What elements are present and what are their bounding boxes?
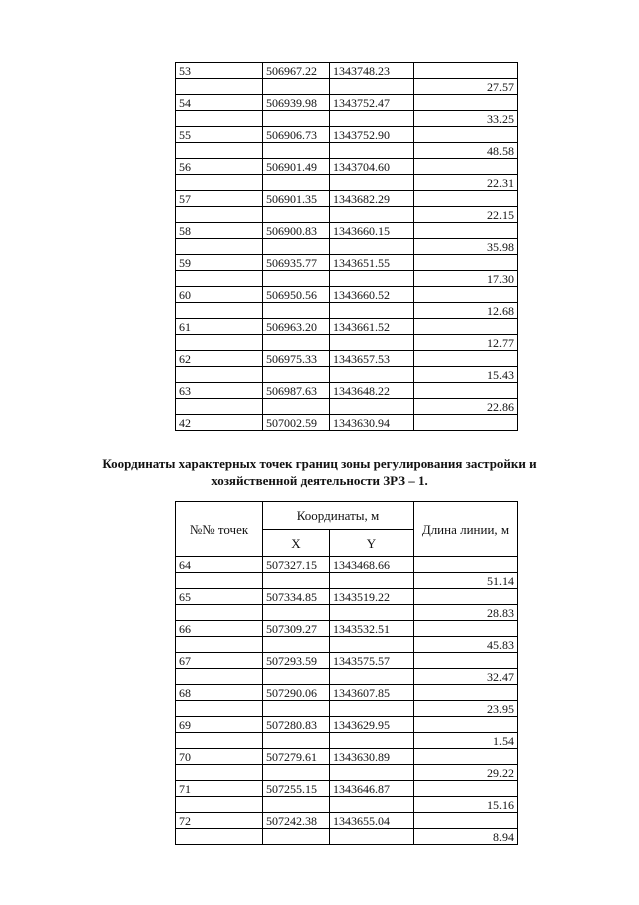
- empty-cell: [176, 605, 263, 621]
- segment-row: [176, 797, 518, 813]
- point-number-cell: 54: [176, 95, 263, 111]
- empty-cell: [263, 797, 330, 813]
- empty-cell: [330, 733, 414, 749]
- segment-row: [176, 111, 518, 127]
- point-number-cell: 61: [176, 319, 263, 335]
- empty-cell: [414, 685, 518, 701]
- x-coordinate-cell: 507255.15: [263, 781, 330, 797]
- x-coordinate-cell: 506975.33: [263, 351, 330, 367]
- empty-cell: [330, 573, 414, 589]
- point-row: [176, 685, 518, 701]
- empty-cell: [176, 829, 263, 845]
- coordinates-table-2: [175, 501, 518, 845]
- line-length-cell: 35.98: [414, 239, 518, 255]
- empty-cell: [330, 797, 414, 813]
- empty-cell: [330, 143, 414, 159]
- point-row: [176, 127, 518, 143]
- segment-row: [176, 335, 518, 351]
- empty-cell: [414, 95, 518, 111]
- empty-cell: [176, 669, 263, 685]
- line-length-cell: 1.54: [414, 733, 518, 749]
- x-coordinate-cell: 507293.59: [263, 653, 330, 669]
- empty-cell: [176, 111, 263, 127]
- x-coordinate-cell: 506906.73: [263, 127, 330, 143]
- empty-cell: [414, 287, 518, 303]
- line-length-cell: 22.31: [414, 175, 518, 191]
- point-row: [176, 383, 518, 399]
- x-coordinate-cell: 507309.27: [263, 621, 330, 637]
- point-row: [176, 287, 518, 303]
- empty-cell: [263, 605, 330, 621]
- coordinates-table-2-header: [176, 502, 518, 557]
- line-length-cell: 45.83: [414, 637, 518, 653]
- point-row: [176, 749, 518, 765]
- segment-row: [176, 669, 518, 685]
- header-point-number: №№ точек: [176, 502, 263, 557]
- point-number-cell: 71: [176, 781, 263, 797]
- y-coordinate-cell: 1343630.89: [330, 749, 414, 765]
- point-number-cell: 56: [176, 159, 263, 175]
- empty-cell: [414, 127, 518, 143]
- empty-cell: [263, 239, 330, 255]
- empty-cell: [330, 335, 414, 351]
- empty-cell: [176, 335, 263, 351]
- x-coordinate-cell: 507280.83: [263, 717, 330, 733]
- empty-cell: [330, 765, 414, 781]
- y-coordinate-cell: 1343660.52: [330, 287, 414, 303]
- point-row: [176, 191, 518, 207]
- empty-cell: [176, 239, 263, 255]
- empty-cell: [414, 621, 518, 637]
- empty-cell: [263, 573, 330, 589]
- point-number-cell: 55: [176, 127, 263, 143]
- point-number-cell: 72: [176, 813, 263, 829]
- header-y: Y: [330, 530, 414, 557]
- y-coordinate-cell: 1343575.57: [330, 653, 414, 669]
- empty-cell: [176, 367, 263, 383]
- line-length-cell: 12.77: [414, 335, 518, 351]
- empty-cell: [414, 383, 518, 399]
- line-length-cell: 28.83: [414, 605, 518, 621]
- segment-row: [176, 303, 518, 319]
- line-length-cell: 27.57: [414, 79, 518, 95]
- line-length-cell: 48.58: [414, 143, 518, 159]
- point-row: [176, 415, 518, 431]
- point-number-cell: 68: [176, 685, 263, 701]
- point-row: [176, 813, 518, 829]
- empty-cell: [414, 191, 518, 207]
- empty-cell: [176, 765, 263, 781]
- y-coordinate-cell: 1343651.55: [330, 255, 414, 271]
- empty-cell: [330, 207, 414, 223]
- empty-cell: [263, 367, 330, 383]
- segment-row: [176, 79, 518, 95]
- y-coordinate-cell: 1343660.15: [330, 223, 414, 239]
- y-coordinate-cell: 1343532.51: [330, 621, 414, 637]
- empty-cell: [176, 399, 263, 415]
- y-coordinate-cell: 1343646.87: [330, 781, 414, 797]
- x-coordinate-cell: 506900.83: [263, 223, 330, 239]
- empty-cell: [176, 175, 263, 191]
- empty-cell: [414, 781, 518, 797]
- point-number-cell: 57: [176, 191, 263, 207]
- empty-cell: [176, 79, 263, 95]
- empty-cell: [263, 701, 330, 717]
- x-coordinate-cell: 506901.35: [263, 191, 330, 207]
- point-number-cell: 60: [176, 287, 263, 303]
- point-row: [176, 351, 518, 367]
- point-row: [176, 63, 518, 79]
- empty-cell: [176, 797, 263, 813]
- empty-cell: [176, 143, 263, 159]
- section-title: [60, 455, 579, 489]
- empty-cell: [330, 175, 414, 191]
- point-row: [176, 781, 518, 797]
- point-number-cell: 42: [176, 415, 263, 431]
- y-coordinate-cell: 1343468.66: [330, 557, 414, 573]
- line-length-cell: 15.16: [414, 797, 518, 813]
- section-title-line-1: Координаты характерных точек границ зоны регулирования застройки и: [102, 456, 537, 471]
- empty-cell: [414, 589, 518, 605]
- line-length-cell: 12.68: [414, 303, 518, 319]
- line-length-cell: 23.95: [414, 701, 518, 717]
- point-number-cell: 59: [176, 255, 263, 271]
- y-coordinate-cell: 1343704.60: [330, 159, 414, 175]
- empty-cell: [414, 63, 518, 79]
- point-number-cell: 62: [176, 351, 263, 367]
- point-row: [176, 95, 518, 111]
- x-coordinate-cell: 506963.20: [263, 319, 330, 335]
- empty-cell: [330, 829, 414, 845]
- point-number-cell: 66: [176, 621, 263, 637]
- point-row: [176, 589, 518, 605]
- coordinates-table-2-body: [176, 557, 518, 845]
- y-coordinate-cell: 1343648.22: [330, 383, 414, 399]
- point-number-cell: 67: [176, 653, 263, 669]
- x-coordinate-cell: 506939.98: [263, 95, 330, 111]
- empty-cell: [330, 79, 414, 95]
- empty-cell: [330, 239, 414, 255]
- empty-cell: [176, 271, 263, 287]
- point-number-cell: 63: [176, 383, 263, 399]
- y-coordinate-cell: 1343661.52: [330, 319, 414, 335]
- header-line-length: Длина линии, м: [414, 502, 518, 557]
- line-length-cell: 29.22: [414, 765, 518, 781]
- line-length-cell: 17.30: [414, 271, 518, 287]
- empty-cell: [176, 573, 263, 589]
- y-coordinate-cell: 1343752.47: [330, 95, 414, 111]
- segment-row: [176, 239, 518, 255]
- empty-cell: [263, 271, 330, 287]
- empty-cell: [414, 319, 518, 335]
- point-number-cell: 53: [176, 63, 263, 79]
- segment-row: [176, 573, 518, 589]
- empty-cell: [414, 653, 518, 669]
- x-coordinate-cell: 507242.38: [263, 813, 330, 829]
- segment-row: [176, 367, 518, 383]
- point-number-cell: 69: [176, 717, 263, 733]
- point-row: [176, 159, 518, 175]
- segment-row: [176, 271, 518, 287]
- y-coordinate-cell: 1343748.23: [330, 63, 414, 79]
- line-length-cell: 33.25: [414, 111, 518, 127]
- segment-row: [176, 605, 518, 621]
- point-row: [176, 653, 518, 669]
- y-coordinate-cell: 1343630.94: [330, 415, 414, 431]
- empty-cell: [263, 175, 330, 191]
- empty-cell: [330, 303, 414, 319]
- x-coordinate-cell: 507002.59: [263, 415, 330, 431]
- empty-cell: [176, 303, 263, 319]
- empty-cell: [330, 367, 414, 383]
- empty-cell: [176, 207, 263, 223]
- y-coordinate-cell: 1343655.04: [330, 813, 414, 829]
- header-x: X: [263, 530, 330, 557]
- empty-cell: [330, 111, 414, 127]
- empty-cell: [330, 669, 414, 685]
- empty-cell: [414, 813, 518, 829]
- line-length-cell: 22.15: [414, 207, 518, 223]
- empty-cell: [414, 351, 518, 367]
- y-coordinate-cell: 1343607.85: [330, 685, 414, 701]
- point-number-cell: 58: [176, 223, 263, 239]
- point-number-cell: 70: [176, 749, 263, 765]
- empty-cell: [263, 143, 330, 159]
- header-coordinates: Координаты, м: [263, 502, 414, 530]
- segment-row: [176, 765, 518, 781]
- section-title-line-2: хозяйственной деятельности ЗРЗ – 1.: [211, 473, 428, 488]
- empty-cell: [263, 637, 330, 653]
- empty-cell: [414, 717, 518, 733]
- segment-row: [176, 701, 518, 717]
- empty-cell: [263, 303, 330, 319]
- point-row: [176, 319, 518, 335]
- coordinates-table-1: [175, 62, 518, 431]
- x-coordinate-cell: 507290.06: [263, 685, 330, 701]
- empty-cell: [414, 415, 518, 431]
- point-row: [176, 255, 518, 271]
- segment-row: [176, 733, 518, 749]
- x-coordinate-cell: 506987.63: [263, 383, 330, 399]
- empty-cell: [263, 829, 330, 845]
- empty-cell: [330, 399, 414, 415]
- point-number-cell: 65: [176, 589, 263, 605]
- empty-cell: [263, 335, 330, 351]
- empty-cell: [176, 637, 263, 653]
- empty-cell: [176, 701, 263, 717]
- empty-cell: [330, 637, 414, 653]
- empty-cell: [414, 255, 518, 271]
- x-coordinate-cell: 507279.61: [263, 749, 330, 765]
- point-number-cell: 64: [176, 557, 263, 573]
- empty-cell: [414, 749, 518, 765]
- y-coordinate-cell: 1343752.90: [330, 127, 414, 143]
- empty-cell: [263, 733, 330, 749]
- line-length-cell: 32.47: [414, 669, 518, 685]
- x-coordinate-cell: 506967.22: [263, 63, 330, 79]
- empty-cell: [263, 207, 330, 223]
- y-coordinate-cell: 1343682.29: [330, 191, 414, 207]
- x-coordinate-cell: 507327.15: [263, 557, 330, 573]
- empty-cell: [263, 669, 330, 685]
- empty-cell: [263, 79, 330, 95]
- empty-cell: [414, 557, 518, 573]
- coordinates-table-1-body: [176, 63, 518, 431]
- segment-row: [176, 175, 518, 191]
- empty-cell: [330, 701, 414, 717]
- empty-cell: [263, 111, 330, 127]
- empty-cell: [263, 399, 330, 415]
- line-length-cell: 8.94: [414, 829, 518, 845]
- y-coordinate-cell: 1343519.22: [330, 589, 414, 605]
- segment-row: [176, 399, 518, 415]
- empty-cell: [176, 733, 263, 749]
- y-coordinate-cell: 1343657.53: [330, 351, 414, 367]
- point-row: [176, 223, 518, 239]
- empty-cell: [330, 605, 414, 621]
- x-coordinate-cell: 506901.49: [263, 159, 330, 175]
- empty-cell: [330, 271, 414, 287]
- empty-cell: [263, 765, 330, 781]
- point-row: [176, 717, 518, 733]
- empty-cell: [414, 159, 518, 175]
- segment-row: [176, 143, 518, 159]
- line-length-cell: 15.43: [414, 367, 518, 383]
- point-row: [176, 557, 518, 573]
- empty-cell: [414, 223, 518, 239]
- line-length-cell: 51.14: [414, 573, 518, 589]
- point-row: [176, 621, 518, 637]
- x-coordinate-cell: 506950.56: [263, 287, 330, 303]
- y-coordinate-cell: 1343629.95: [330, 717, 414, 733]
- segment-row: [176, 207, 518, 223]
- segment-row: [176, 829, 518, 845]
- x-coordinate-cell: 507334.85: [263, 589, 330, 605]
- x-coordinate-cell: 506935.77: [263, 255, 330, 271]
- segment-row: [176, 637, 518, 653]
- line-length-cell: 22.86: [414, 399, 518, 415]
